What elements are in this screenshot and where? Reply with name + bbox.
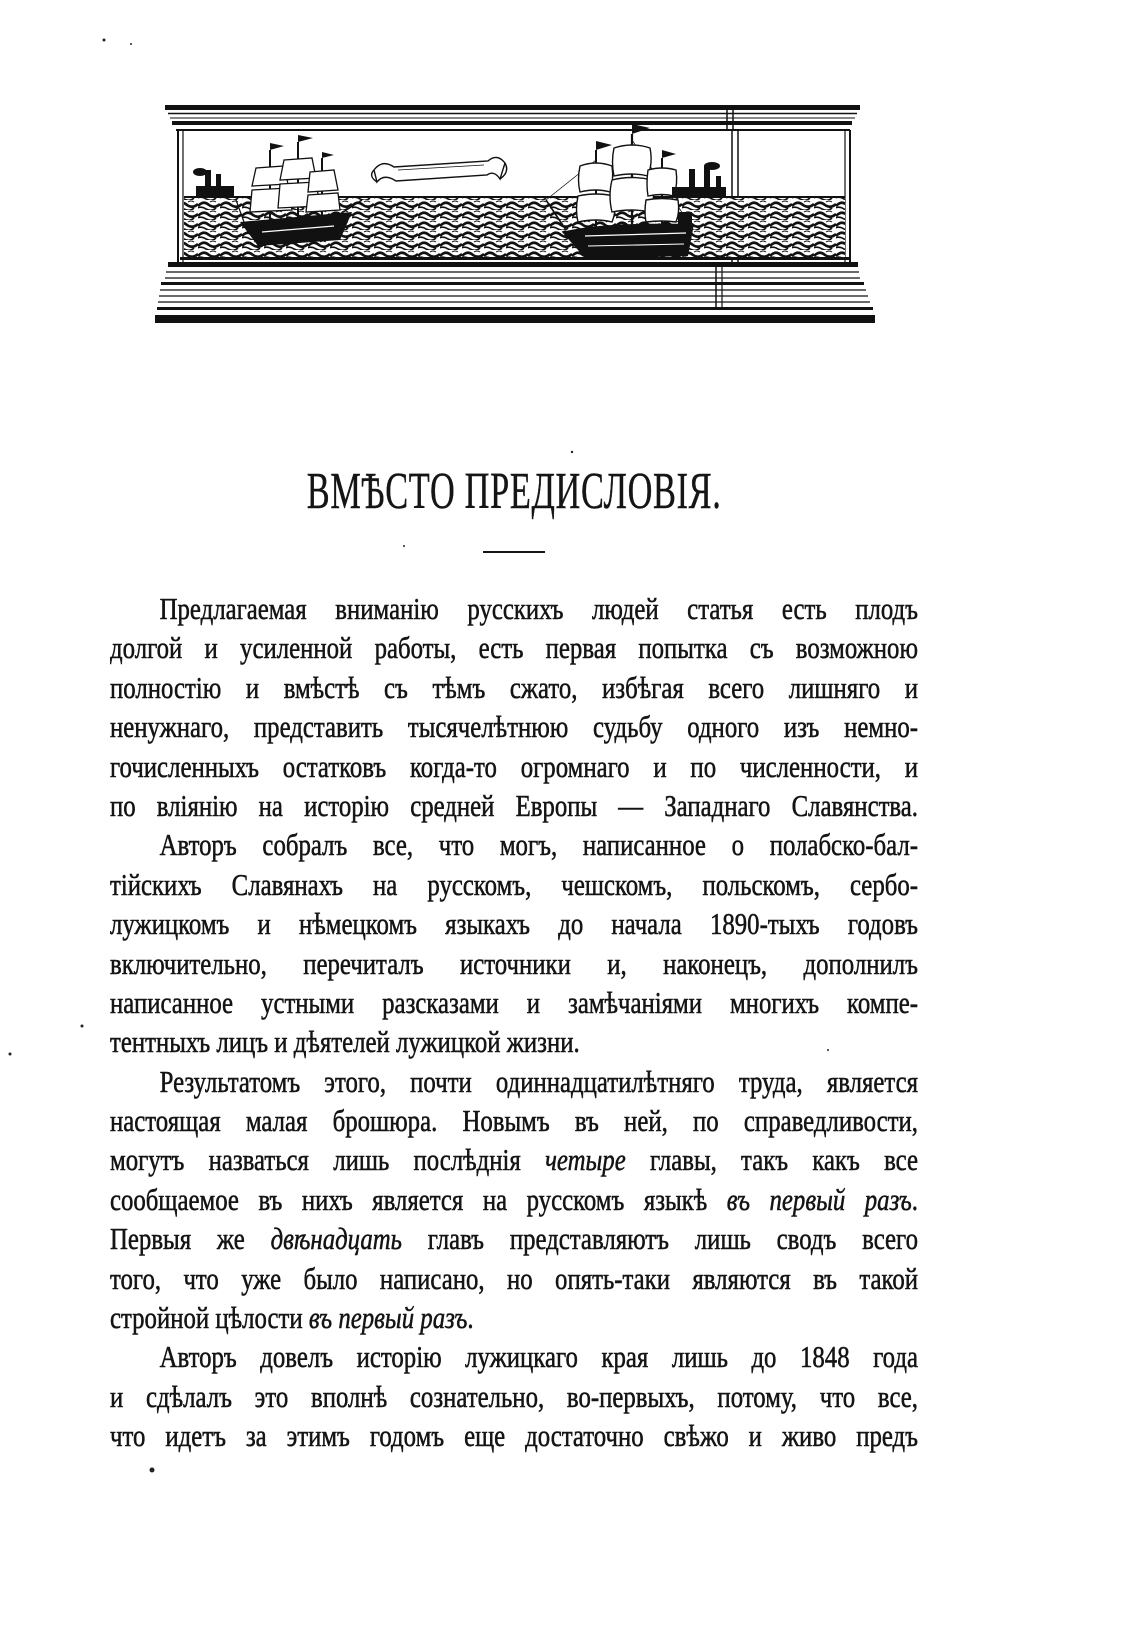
paragraph xyxy=(110,825,918,1061)
text-line xyxy=(110,786,918,825)
text-segment: . xyxy=(467,1300,474,1336)
text-segment: гочисленныхъ остатковъ когда-то огромнаго и по численности, и xyxy=(110,748,918,784)
italic-emphasis: въ первый разъ xyxy=(308,1300,468,1336)
text-line xyxy=(110,1022,918,1061)
plinth-base xyxy=(155,262,875,323)
text-line xyxy=(110,1337,918,1376)
paragraph xyxy=(110,1062,918,1338)
panel-frame xyxy=(178,130,850,264)
text-line xyxy=(110,668,918,707)
steamer-right xyxy=(672,162,726,198)
text-segment: ненужнаго, представить тысячелѣтнюю судьбу одного изъ немно- xyxy=(110,709,918,745)
text-line xyxy=(110,904,918,943)
page-title-container xyxy=(110,462,918,522)
italic-emphasis: въ первый разъ xyxy=(726,1181,912,1217)
text-segment: Первыя же xyxy=(110,1221,271,1257)
text-segment: написанное устными разсказами и замѣчаніями многихъ компе- xyxy=(110,984,918,1020)
paragraph xyxy=(110,589,918,825)
text-segment: включительно, перечиталъ источники и, наконецъ, дополнилъ xyxy=(110,945,918,981)
paragraph xyxy=(110,1337,918,1455)
text-segment: главъ представляютъ лишь сводъ всего xyxy=(401,1221,918,1257)
text-segment: тійскихъ Славянахъ на русскомъ, чешскомъ, польскомъ, сербо- xyxy=(110,866,918,902)
ship-right xyxy=(546,124,694,259)
text-segment: тентныхъ лицъ и дѣятелей лужицкой жизни. xyxy=(110,1024,580,1060)
sea-waves xyxy=(180,197,850,260)
ribbon-banner xyxy=(372,157,507,182)
body-text xyxy=(110,589,918,1456)
text-segment: главы, такъ какъ все xyxy=(625,1142,918,1178)
text-line xyxy=(110,628,918,667)
text-segment: могутъ назваться лишь послѣднія xyxy=(110,1142,546,1178)
text-line xyxy=(110,1416,918,1455)
text-line xyxy=(110,1180,918,1219)
text-segment: стройной цѣлости xyxy=(110,1300,309,1336)
text-segment: Авторъ довелъ исторію лужицкаго края лишь до 1848 года xyxy=(159,1339,918,1375)
text-line xyxy=(110,589,918,628)
text-line xyxy=(110,1219,918,1258)
italic-emphasis: двѣнадцать xyxy=(270,1221,402,1257)
text-line xyxy=(110,1298,918,1337)
text-line xyxy=(110,747,918,786)
text-segment: того, что уже было написано, но опять-таки являются въ такой xyxy=(110,1260,918,1296)
text-segment: по вліянію на исторію средней Европы — Западнаго Славянства. xyxy=(110,787,918,823)
text-segment: что идетъ за этимъ годомъ еще достаточно свѣжо и живо предъ xyxy=(110,1418,918,1454)
text-segment: лужицкомъ и нѣмецкомъ языкахъ до начала 1890-тыхъ годовъ xyxy=(110,906,918,942)
text-line xyxy=(110,1062,918,1101)
italic-emphasis: четыре xyxy=(545,1142,626,1178)
text-segment: Авторъ собралъ все, что могъ, написанное о полабско-бал- xyxy=(159,827,918,863)
text-line xyxy=(110,865,918,904)
text-line xyxy=(110,1140,918,1179)
text-line xyxy=(110,944,918,983)
text-segment: полностію и вмѣстѣ съ тѣмъ сжато, избѣгая всего лишняго и xyxy=(110,669,918,705)
text-segment: Результатомъ этого, почти одиннадцатилѣтняго труда, является xyxy=(159,1063,918,1099)
page-title: ВМѢСТО ПРЕДИСЛОВІЯ. xyxy=(306,463,722,520)
ship-left xyxy=(236,135,362,246)
text-segment: долгой и усиленной работы, есть первая попытка съ возможною xyxy=(110,630,918,666)
text-line xyxy=(110,825,918,864)
text-line xyxy=(110,707,918,746)
text-line xyxy=(110,1259,918,1298)
text-segment: . xyxy=(911,1181,918,1217)
text-line xyxy=(110,1377,918,1416)
title-rule xyxy=(483,551,545,553)
text-line xyxy=(110,1101,918,1140)
text-segment: и сдѣлалъ это вполнѣ сознательно, во-первыхъ, потому, что все, xyxy=(110,1378,918,1414)
text-line xyxy=(110,983,918,1022)
text-segment: сообщаемое въ нихъ является на русскомъ языкѣ xyxy=(110,1181,727,1217)
text-segment: настоящая малая брошюра. Новымъ въ ней, по справедливости, xyxy=(110,1103,918,1139)
cornice-top xyxy=(165,105,860,130)
text-segment: Предлагаемая вниманію русскихъ людей статья есть плодъ xyxy=(159,591,918,626)
steamer-left xyxy=(193,168,234,197)
